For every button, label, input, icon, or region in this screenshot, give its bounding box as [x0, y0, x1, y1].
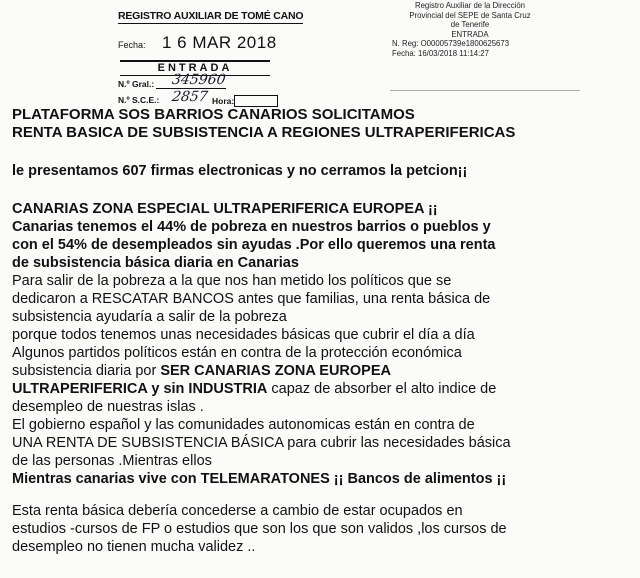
- doc-line: [12, 380, 632, 398]
- doc-title-line-1: PLATAFORMA SOS BARRIOS CANARIOS SOLICITAMOS: [12, 106, 415, 123]
- stamp-divider: [390, 90, 580, 91]
- doc-text: subsistencia diaria por: [12, 363, 161, 379]
- doc-line: desempleo no tienen mucha validez ..: [12, 539, 256, 555]
- stamp-entrada-label: ENTRADA: [120, 60, 270, 76]
- doc-heading: CANARIAS ZONA ESPECIAL ULTRAPERIFERICA EUROPEA ¡¡: [12, 201, 438, 217]
- stamp-date-label: Fecha:: [118, 40, 146, 50]
- stamp-right-line-3: de Tenerife: [450, 20, 490, 29]
- stamp-sce-number-label: N.º S.C.E.:: [118, 95, 160, 105]
- doc-line: [12, 362, 632, 380]
- doc-line: porque todos tenemos unas necesidades básicas que cubrir el día a día: [12, 327, 475, 343]
- doc-line: Para salir de la pobreza a la que nos han metido los políticos que se: [12, 273, 452, 289]
- stamp-right-line-4: ENTRADA: [451, 29, 489, 39]
- stamp-general-number-label: N.º Gral.:: [118, 79, 155, 89]
- doc-line: estudios -cursos de FP o estudios que son los que son validos ,los cursos de: [12, 521, 507, 537]
- doc-title-line-2: RENTA BASICA DE SUBSISTENCIA A REGIONES ULTRAPERIFERICAS: [12, 124, 516, 141]
- stamp-sce-number-handwritten: 2857: [170, 89, 209, 105]
- registry-stamp-right: [380, 1, 560, 58]
- stamp-title: REGISTRO AUXILIAR DE TOMÉ CANO: [118, 10, 304, 22]
- doc-bold-line-2: con el 54% de desempleados sin ayudas .Por ello queremos una renta: [12, 237, 496, 253]
- doc-bold-phrase: SER CANARIAS ZONA EUROPEA: [160, 363, 391, 379]
- doc-line: El gobierno español y las comunidades autonomicas están en contra de: [12, 417, 475, 433]
- doc-line: subsistencia ayudaría a salir de la pobreza: [12, 309, 287, 325]
- stamp-date-value: 1 6 MAR 2018: [162, 33, 277, 52]
- doc-line: Algunos partidos políticos están en contra de la protección económica: [12, 345, 462, 361]
- doc-line: Esta renta básica debería concederse a cambio de estar ocupados en: [12, 503, 463, 519]
- document-body: [12, 106, 632, 556]
- stamp-general-number-handwritten: 345960: [170, 72, 227, 88]
- doc-line: de las personas .Mientras ellos: [12, 453, 212, 469]
- stamp-right-line-2: Provincial del SEPE de Santa Cruz: [409, 10, 531, 20]
- doc-bold-line: Mientras canarias vive con TELEMARATONES ¡¡ Bancos de alimentos ¡¡: [12, 471, 507, 487]
- stamp-hour-label: Hora:: [212, 96, 235, 106]
- registry-stamp-left: [112, 4, 304, 108]
- stamp-sce-number-row: [118, 95, 159, 105]
- doc-bold-line-1: Canarias tenemos el 44% de pobreza en nuestros barrios o pueblos y: [12, 219, 491, 235]
- doc-line: dedicaron a RESCATAR BANCOS antes que familias, una renta básica de: [12, 291, 491, 307]
- doc-signatures-line: le presentamos 607 firmas electronicas y no cerramos la petcion¡¡: [12, 163, 468, 179]
- doc-line: UNA RENTA DE SUBSISTENCIA BÁSICA para cubrir las necesidades básica: [12, 435, 511, 451]
- stamp-right-date: Fecha: 16/03/2018 11:14:27: [392, 48, 489, 58]
- stamp-right-line-1: Registro Auxiliar de la Dirección: [414, 1, 526, 10]
- doc-bold-phrase: ULTRAPERIFERICA y sin INDUSTRIA: [12, 381, 268, 397]
- doc-bold-line-3: de subsistencia básica diaria en Canarias: [12, 255, 299, 271]
- stamp-right-reg-number: N. Reg: O00005739e1800625673: [392, 39, 510, 48]
- doc-text: capaz de absorber el alto indice de: [267, 381, 497, 397]
- doc-line: desempleo de nuestras islas .: [12, 399, 204, 415]
